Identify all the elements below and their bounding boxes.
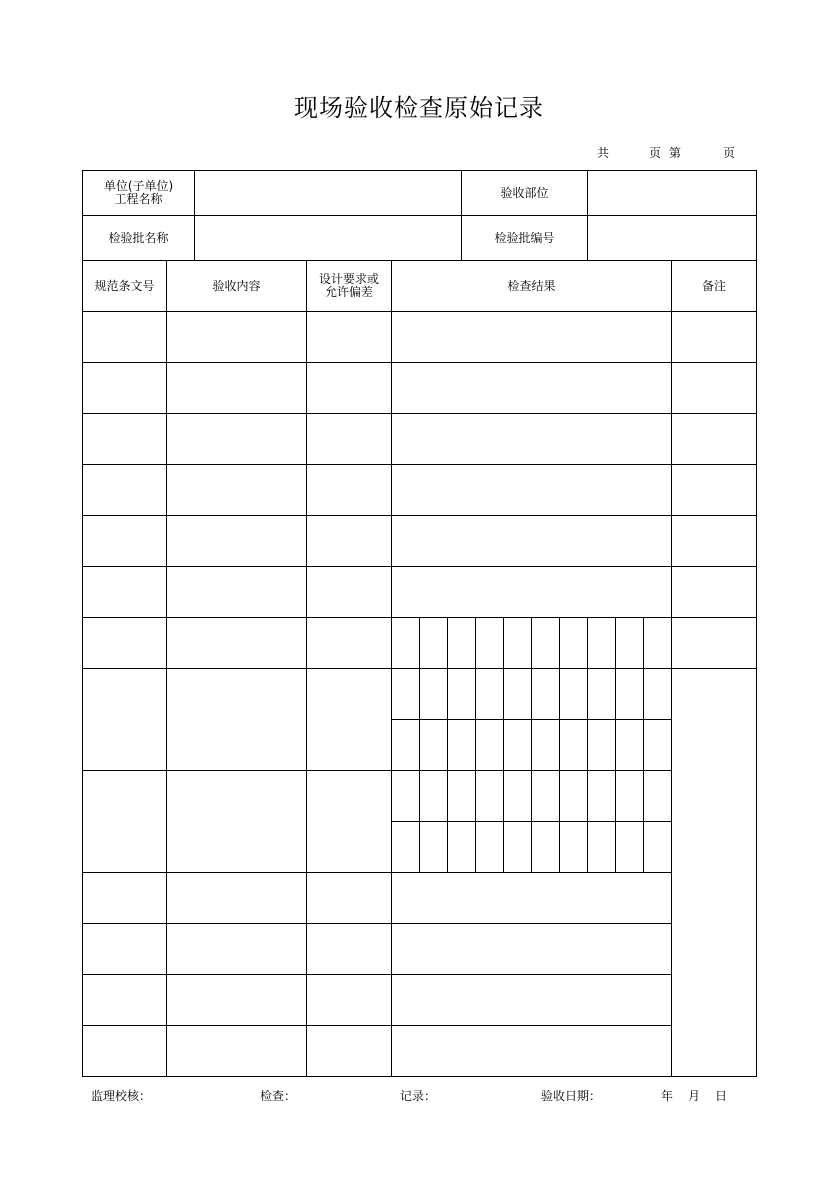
page-title: 现场验收检查原始记录 [294,94,544,122]
result-grid-cell[interactable] [560,720,588,771]
result-grid-cell[interactable] [588,669,616,720]
table-row [83,924,757,975]
result-grid-cell[interactable] [588,822,616,873]
day-label: 日 [715,1089,728,1103]
table-row [83,363,757,414]
table-row [83,618,757,669]
content-cell[interactable] [167,618,307,669]
content-cell[interactable] [167,873,307,924]
design-header [307,261,392,312]
result-grid-cell[interactable] [392,618,420,669]
result-cell[interactable] [392,363,672,414]
result-grid-cell[interactable] [644,822,672,873]
clause-cell[interactable] [83,975,167,1026]
inspection-record-table [82,170,757,1077]
result-grid-cell[interactable] [420,822,448,873]
result-grid-cell[interactable] [476,720,504,771]
page-unit-label-2: 页 [723,146,736,160]
result-grid-cell[interactable] [616,720,644,771]
supervisor-label: 监理校核： [91,1089,152,1103]
design-cell[interactable] [307,669,392,771]
design-cell[interactable] [307,924,392,975]
table-row [83,669,757,720]
recorder-label: 记录： [400,1089,437,1103]
result-header: 检查结果 [392,261,672,312]
unit-label-line1: 单位(子单位) [103,179,174,193]
table-row [83,975,757,1026]
result-grid-cell[interactable] [532,771,560,822]
clause-cell[interactable] [83,567,167,618]
table-row [83,465,757,516]
clause-cell[interactable] [83,414,167,465]
result-grid-cell[interactable] [560,618,588,669]
result-grid-cell[interactable] [392,720,420,771]
result-cell[interactable] [392,414,672,465]
table-row [83,873,757,924]
content-cell[interactable] [167,1026,307,1077]
result-grid-cell[interactable] [504,822,532,873]
design-cell[interactable] [307,618,392,669]
result-grid-cell[interactable] [588,720,616,771]
result-grid-cell[interactable] [616,669,644,720]
result-grid-cell[interactable] [420,720,448,771]
result-grid-cell[interactable] [644,771,672,822]
design-cell[interactable] [307,414,392,465]
clause-header: 规范条文号 [83,261,167,312]
remark-cell[interactable] [672,312,757,363]
result-grid-cell[interactable] [588,771,616,822]
design-header-line2: 允许偏差 [324,285,373,299]
clause-cell[interactable] [83,465,167,516]
result-cell[interactable] [392,1026,672,1077]
result-cell[interactable] [392,567,672,618]
result-grid-cell[interactable] [504,771,532,822]
unit-project-label [83,171,195,216]
table-row [83,567,757,618]
page-unit-label: 页 [649,146,662,160]
remark-merged-cell[interactable] [672,669,757,1077]
result-grid-cell[interactable] [644,618,672,669]
table-row [83,414,757,465]
result-grid-cell[interactable] [448,822,476,873]
clause-cell[interactable] [83,1026,167,1077]
result-grid-cell[interactable] [588,618,616,669]
clause-cell[interactable] [83,669,167,771]
clause-cell[interactable] [83,873,167,924]
content-cell[interactable] [167,771,307,873]
design-cell[interactable] [307,771,392,873]
table-row [83,1026,757,1077]
result-cell[interactable] [392,312,672,363]
inspector-label: 检查： [260,1089,297,1103]
clause-cell[interactable] [83,618,167,669]
result-grid-cell[interactable] [476,669,504,720]
result-grid-cell[interactable] [420,618,448,669]
design-cell[interactable] [307,975,392,1026]
table-row [83,516,757,567]
result-cell[interactable] [392,975,672,1026]
clause-cell[interactable] [83,924,167,975]
table-row [83,771,757,822]
design-cell[interactable] [307,1026,392,1077]
design-cell[interactable] [307,465,392,516]
page-total-label: 共 [597,146,610,160]
result-grid-cell[interactable] [448,771,476,822]
result-grid-cell[interactable] [560,669,588,720]
result-cell[interactable] [392,465,672,516]
remark-cell[interactable] [672,363,757,414]
content-cell[interactable] [167,669,307,771]
result-grid-cell[interactable] [504,669,532,720]
result-grid-cell[interactable] [448,618,476,669]
batch-name-label: 检验批名称 [83,216,195,261]
clause-cell[interactable] [83,516,167,567]
result-grid-cell[interactable] [532,720,560,771]
result-grid-cell[interactable] [504,618,532,669]
table-row [83,312,757,363]
acceptance-date-label: 验收日期： [541,1089,602,1103]
result-grid-cell[interactable] [616,822,644,873]
clause-cell[interactable] [83,363,167,414]
result-grid-cell[interactable] [560,771,588,822]
content-cell[interactable] [167,414,307,465]
result-grid-cell[interactable] [616,618,644,669]
unit-label-line2: 工程名称 [114,192,163,206]
remark-cell[interactable] [672,516,757,567]
result-grid-cell[interactable] [616,771,644,822]
design-cell[interactable] [307,567,392,618]
month-label: 月 [688,1089,701,1103]
result-grid-cell[interactable] [448,669,476,720]
result-cell[interactable] [392,516,672,567]
result-grid-cell[interactable] [532,669,560,720]
remark-cell[interactable] [672,618,757,669]
design-cell[interactable] [307,873,392,924]
page-current-label: 第 [669,146,682,160]
result-grid-cell[interactable] [392,822,420,873]
design-cell[interactable] [307,516,392,567]
content-cell[interactable] [167,567,307,618]
content-cell[interactable] [167,312,307,363]
result-cell[interactable] [392,873,672,924]
content-header: 验收内容 [167,261,307,312]
content-cell[interactable] [167,516,307,567]
result-cell[interactable] [392,924,672,975]
remark-cell[interactable] [672,567,757,618]
content-cell[interactable] [167,924,307,975]
design-cell[interactable] [307,312,392,363]
remark-cell[interactable] [672,414,757,465]
result-grid-cell[interactable] [392,771,420,822]
result-grid-cell[interactable] [560,822,588,873]
clause-cell[interactable] [83,312,167,363]
result-grid-cell[interactable] [392,669,420,720]
batch-number-value[interactable] [588,216,757,261]
design-header-line1: 设计要求或 [318,272,379,286]
remark-header: 备注 [672,261,757,312]
result-grid-cell[interactable] [532,822,560,873]
result-grid-cell[interactable] [420,669,448,720]
result-grid-cell[interactable] [532,618,560,669]
acceptance-part-label: 验收部位 [462,171,588,216]
result-grid-cell[interactable] [448,720,476,771]
result-grid-cell[interactable] [476,771,504,822]
result-grid-cell[interactable] [476,618,504,669]
result-grid-cell[interactable] [504,720,532,771]
batch-number-label: 检验批编号 [462,216,588,261]
result-grid-cell[interactable] [644,669,672,720]
result-grid-cell[interactable] [420,771,448,822]
result-grid-cell[interactable] [644,720,672,771]
batch-name-value[interactable] [195,216,462,261]
year-label: 年 [661,1089,674,1103]
design-cell[interactable] [307,363,392,414]
content-cell[interactable] [167,975,307,1026]
content-cell[interactable] [167,363,307,414]
content-cell[interactable] [167,465,307,516]
clause-cell[interactable] [83,771,167,873]
acceptance-part-value[interactable] [588,171,757,216]
result-grid-cell[interactable] [476,822,504,873]
unit-project-value[interactable] [195,171,462,216]
remark-cell[interactable] [672,465,757,516]
